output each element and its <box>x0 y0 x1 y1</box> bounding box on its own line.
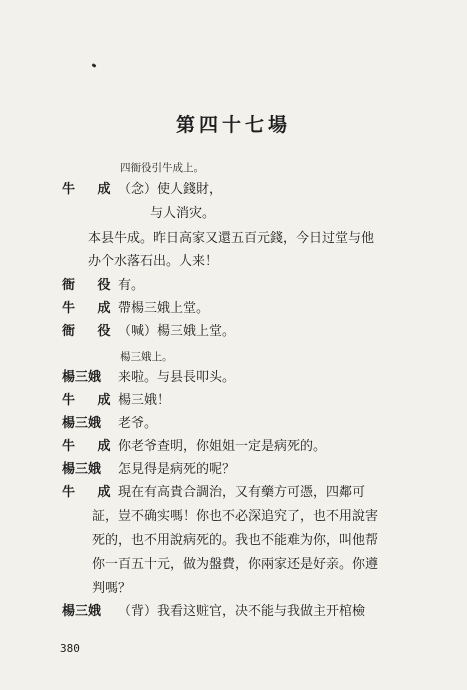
dialogue-line: 帶楊三娥上堂。 <box>118 301 210 316</box>
dialogue-line: 本县牛成。昨日高家又還五百元錢，今日过堂与他 <box>88 231 375 246</box>
dialogue-line: 死的，也不用說病死的。我也不能难为你，叫他帮 <box>92 533 379 548</box>
speaker-label: 牛 成 <box>62 393 120 408</box>
speaker-label: 牛 成 <box>62 182 120 197</box>
dialogue-line: （念）使人錢財， <box>118 182 223 197</box>
speaker-label: 衙 役 <box>62 278 120 293</box>
dialogue-line: （背）我看这赃官，决不能与我做主开棺檢 <box>118 604 366 619</box>
dialogue-line: 与人消灾。 <box>150 206 216 221</box>
speaker-label: 衙 役 <box>62 324 120 339</box>
speaker-label: 楊三娥 <box>62 416 102 431</box>
stage-direction: 楊三娥上。 <box>120 351 173 363</box>
dialogue-line: 你老爷查明，你姐姐一定是病死的。 <box>118 439 327 454</box>
dialogue-line: 来啦。与县長叩头。 <box>118 370 236 385</box>
speaker-label: 牛 成 <box>62 301 120 316</box>
page-number: 380 <box>60 642 80 655</box>
speaker-label: 楊三娥 <box>62 604 102 619</box>
dialogue-line: 老爷。 <box>118 416 158 431</box>
dialogue-line: 怎見得是病死的呢？ <box>118 462 236 477</box>
dialogue-line: 办个水落石出。人来！ <box>88 254 219 269</box>
dialogue-line: 判嗎？ <box>92 581 132 596</box>
speaker-label: 楊三娥 <box>62 462 102 477</box>
dialogue-line: 有。 <box>118 278 145 293</box>
print-speck <box>92 63 97 68</box>
speaker-label: 牛 成 <box>62 485 120 500</box>
dialogue-line: 楊三娥！ <box>118 393 171 408</box>
dialogue-line: 証，豈不确实嗎！你也不必深追究了，也不用說害 <box>92 509 379 524</box>
speaker-label: 牛 成 <box>62 439 120 454</box>
dialogue-line: （喊）楊三娥上堂。 <box>118 324 236 339</box>
speaker-label: 楊三娥 <box>62 370 102 385</box>
dialogue-line: 你一百五十元，做为盤費，你兩家还是好亲。你遵 <box>92 557 379 572</box>
dialogue-line: 現在有高貴合調治，又有藥方可憑，四鄰可 <box>118 485 366 500</box>
scene-title: 第四十七場 <box>175 114 291 136</box>
stage-direction: 四衙役引牛成上。 <box>120 162 204 174</box>
